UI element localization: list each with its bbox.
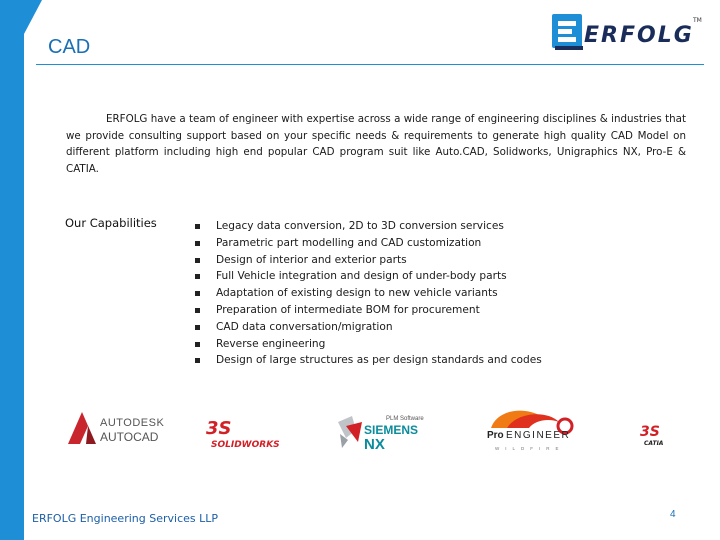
catia-logo — [636, 418, 678, 448]
intro-text: have a team of engineer with expertise across a wide range of engineering disciplines & industries that we provide consulting support based on your specific needs & requirements to generate high quality CAD Model on different platform including high end popular CAD program suit like Auto.CAD, Solidworks, Unigraphics NX, Pro-E & CATIA. — [66, 113, 686, 176]
capability-item: Legacy data conversion, 2D to 3D conversion services — [193, 218, 542, 235]
svg-text:AUTODESK: AUTODESK — [100, 417, 165, 429]
autocad-a-icon — [68, 412, 88, 444]
svg-text:Pro: Pro — [487, 430, 504, 441]
svg-text:AUTOCAD: AUTOCAD — [100, 430, 159, 444]
capability-item: Adaptation of existing design to new vehicle variants — [193, 285, 542, 302]
logo-trademark: TM — [693, 17, 702, 24]
svg-text:WILDFIRE: WILDFIRE — [495, 446, 565, 451]
dassault-3s-icon: 3S — [206, 418, 232, 439]
bullet-icon — [195, 274, 200, 279]
capabilities-list — [193, 218, 542, 369]
capability-item: CAD data conversation/migration — [193, 319, 542, 336]
logo-wordmark: ERFOLG — [584, 23, 694, 48]
bullet-icon — [195, 224, 200, 229]
intro-brand: ERFOLG — [106, 113, 148, 125]
siemens-nx-logo — [336, 412, 430, 452]
intro-paragraph — [66, 111, 686, 178]
capabilities-label: Our Capabilities — [65, 216, 157, 230]
page-title: CAD — [48, 36, 91, 58]
capability-item: Full Vehicle integration and design of under-body parts — [193, 268, 542, 285]
bullet-icon — [195, 241, 200, 246]
svg-text:PLM Software: PLM Software — [386, 416, 424, 422]
svg-text:SOLIDWORKS: SOLIDWORKS — [211, 440, 280, 450]
page-number: 4 — [670, 509, 676, 520]
autocad-logo — [66, 410, 166, 446]
bullet-icon — [195, 308, 200, 313]
dassault-3s-icon: 3S — [640, 424, 660, 440]
solidworks-logo — [205, 412, 280, 450]
capability-item: Reverse engineering — [193, 336, 542, 353]
capability-item: Design of interior and exterior parts — [193, 252, 542, 269]
footer-company: ERFOLG Engineering Services LLP — [32, 512, 218, 525]
title-divider — [36, 64, 704, 65]
svg-text:SIEMENS: SIEMENS — [364, 423, 419, 437]
bullet-icon — [195, 291, 200, 296]
accent-fold — [24, 0, 42, 34]
bullet-icon — [195, 342, 200, 347]
proengineer-logo — [483, 408, 583, 454]
capability-item: Design of large structures as per design standards and codes — [193, 352, 542, 369]
bullet-icon — [195, 258, 200, 263]
capability-item: Parametric part modelling and CAD customization — [193, 235, 542, 252]
svg-text:NX: NX — [364, 436, 385, 452]
erfolg-logo — [550, 10, 705, 54]
svg-text:ENGINEER: ENGINEER — [506, 430, 571, 441]
erfolg-e-mark — [552, 14, 583, 50]
capability-item: Preparation of intermediate BOM for procurement — [193, 302, 542, 319]
svg-text:CATIA: CATIA — [644, 440, 664, 447]
left-accent-bar — [0, 0, 24, 540]
bullet-icon — [195, 325, 200, 330]
bullet-icon — [195, 358, 200, 363]
